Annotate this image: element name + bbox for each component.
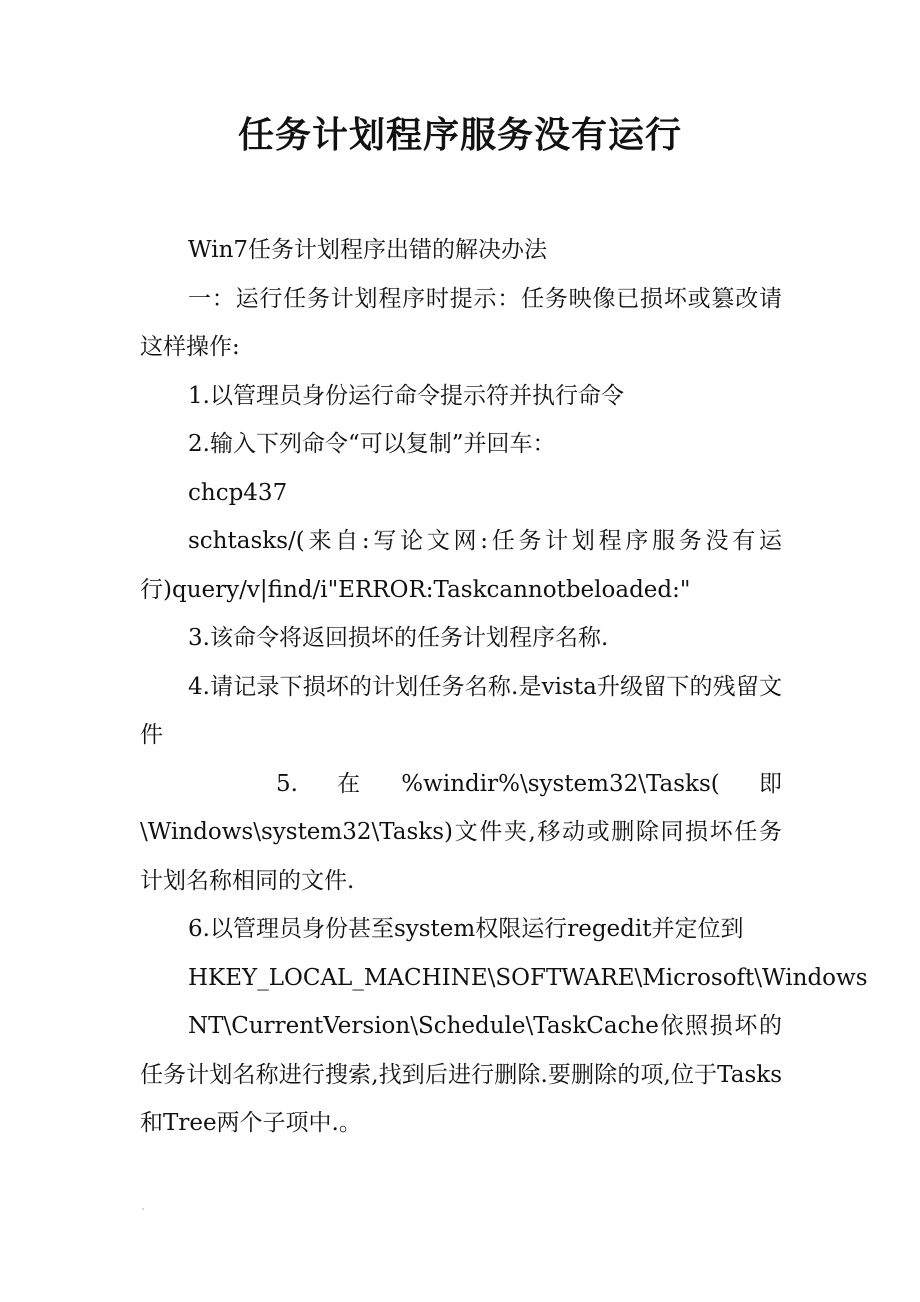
paragraph-step-3: 3.该命令将返回损坏的任务计划程序名称. [188, 625, 609, 651]
paragraph-step-4: 4.请记录下损坏的计划任务名称.是vista升级留下的残留文件 [140, 673, 782, 748]
paragraph-problem: 一：运行任务计划程序时提示：任务映像已损坏或篡改请这样操作: [140, 285, 782, 360]
paragraph-step-1: 1.以管理员身份运行命令提示符并执行命令 [188, 382, 624, 409]
document-body [140, 226, 868, 1148]
document-title: 任务计划程序服务没有运行 [237, 115, 682, 156]
scan-artifact-dot [142, 1208, 144, 1210]
paragraph-registry-path: HKEY_LOCAL_MACHINE\SOFTWARE\Microsoft\Windows [188, 964, 868, 991]
paragraph-command-chcp: chcp437 [188, 479, 288, 506]
paragraph-step-6: 6.以管理员身份甚至system权限运行regedit并定位到 [188, 916, 744, 942]
paragraph-heading: Win7任务计划程序出错的解决办法 [188, 237, 548, 263]
paragraph-registry-instructions: NT\CurrentVersion\Schedule\TaskCache依照损坏的任务计划名称进行搜索,找到后进行删除.要删除的项,位于Tasks和Tree两个子项中.。 [140, 1013, 782, 1136]
paragraph-command-schtasks: schtasks/(来自:写论文网:任务计划程序服务没有运行)query/v|find/i"ERROR:Taskcannotbeloaded:" [140, 528, 782, 603]
paragraph-step-2: 2.输入下列命令“可以复制”并回车： [188, 431, 556, 457]
paragraph-step-5: 5. 在 %windir%\system32\Tasks( 即 \Windows\system32\Tasks)文件夹,移动或删除同损坏任务计划名称相同的文件. [140, 770, 782, 894]
